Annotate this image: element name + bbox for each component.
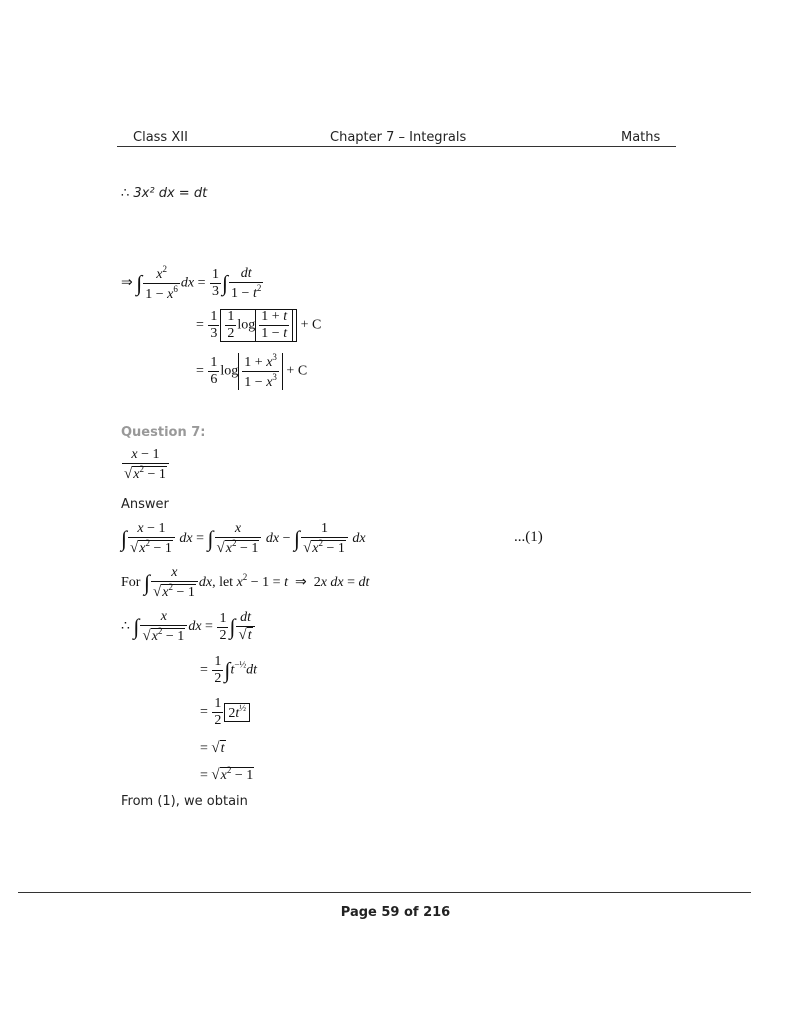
answer-label: Answer xyxy=(121,497,169,512)
equation-1c: = $\frac{1}{6}$ log $\frac{1 + x^3}{1 - x^3}$ + C xyxy=(196,352,308,390)
header-class: Class XII xyxy=(133,130,188,145)
equation-2a: ∫ $\frac{x - 1}{√x^2 - 1}$ dx = ∫ $\frac{x}{√x^2 - 1}$ dx − ∫ $\frac{1}{√x^2 - 1}$ dx xyxy=(121,521,366,556)
footer-rule xyxy=(18,892,751,893)
therefore-line xyxy=(121,186,207,201)
question-expression: $\frac{x - 1}{√x^2 - 1}$ xyxy=(121,448,170,482)
let-text: , let xyxy=(212,575,234,591)
equation-for-line: For ∫ $\frac{x}{√x^2 - 1}$ dx, let $x^2 - 1 = t$ ⇒ 2x dx = dt xyxy=(121,565,370,600)
from-one-text: From (1), we obtain xyxy=(121,794,248,809)
equation-3e: = $√x^2 - 1$ xyxy=(200,765,254,783)
for-text: For xyxy=(121,575,141,591)
equation-3c: = $\frac{1}{2}$ $2t^{\frac{1}{2}}$ xyxy=(200,697,250,728)
equation-1a: ⇒ ∫ $\frac{x^2}{1 - x^6}$ dx = $\frac{1}{3}$ ∫ $\frac{dt}{1 - t^2}$ xyxy=(121,264,262,302)
equation-ref: ...(1) xyxy=(514,529,543,545)
equation-1b: = $\frac{1}{3}$ $\frac{1}{2}$ log $\frac{1 + t}{1 - t}$ + C xyxy=(196,309,322,341)
header-chapter: Chapter 7 – Integrals xyxy=(330,130,467,145)
question-label: Question 7: xyxy=(121,425,206,440)
equation-3b: = $\frac{1}{2}$ $\int t^{-\frac{1}{2}}dt$ xyxy=(200,654,258,686)
header-subject: Maths xyxy=(621,130,661,145)
page-number: Page 59 of 216 xyxy=(340,905,451,920)
therefore-text: ∴ 3x² dx = dt xyxy=(121,186,208,201)
header-rule xyxy=(117,146,676,147)
equation-3a: ∴ ∫ $\frac{x}{√x^2 - 1}$ dx = $\frac{1}{2}$ ∫ $\frac{dt}{√t}$ xyxy=(121,610,256,644)
equation-3d: = √t xyxy=(200,740,225,756)
